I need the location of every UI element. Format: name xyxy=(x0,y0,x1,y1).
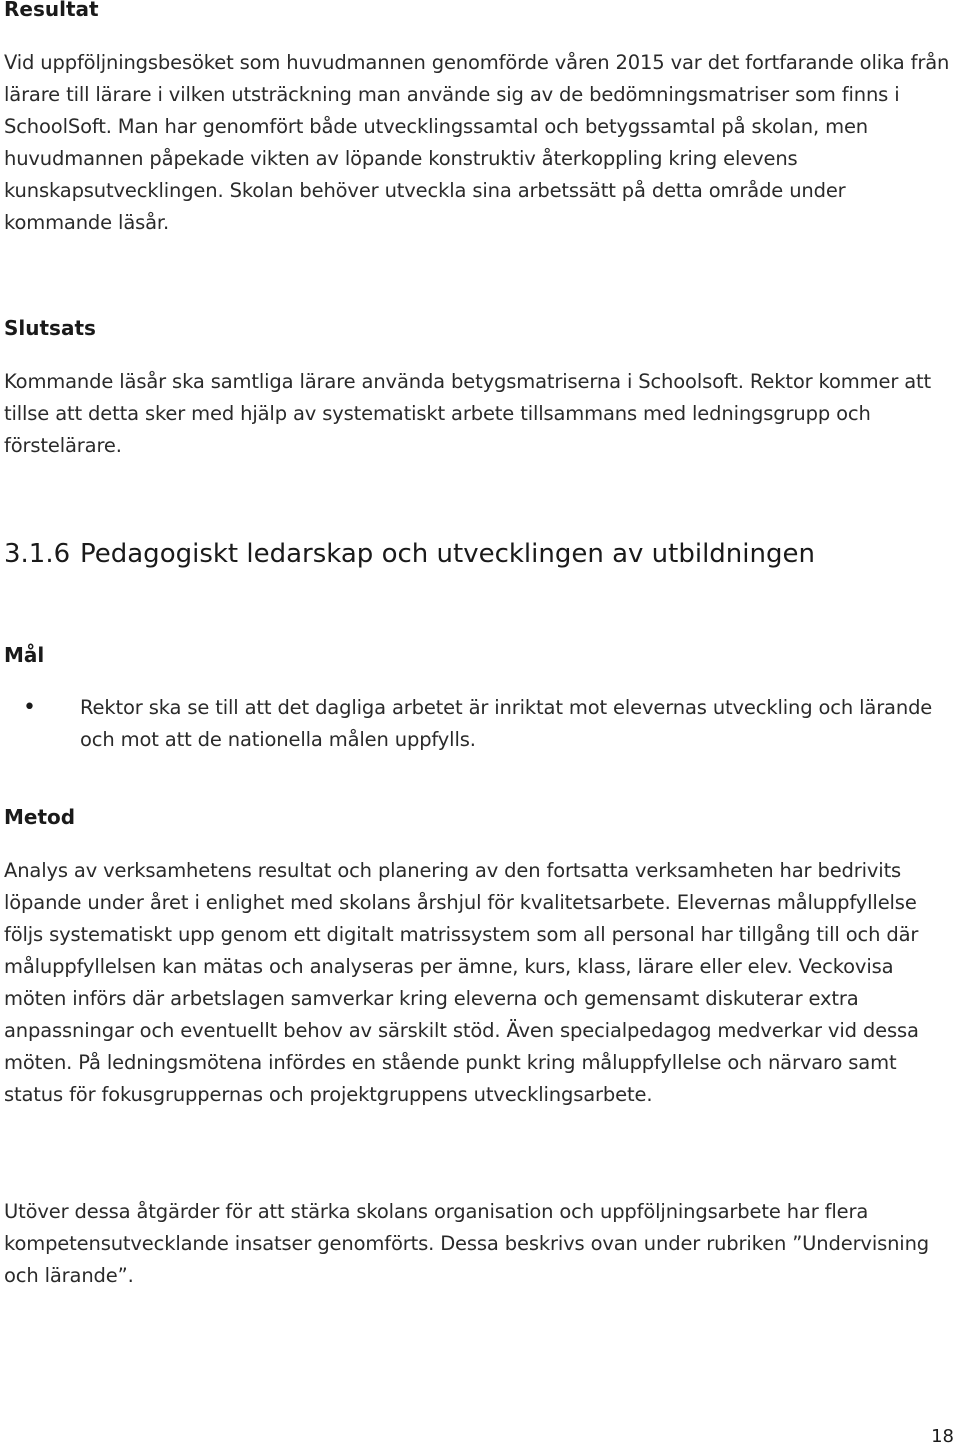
paragraph-metod-1: Analys av verksamhetens resultat och planering av den fortsatta verksamheten har bedrivits löpande under året i enlighet med skolans årshjul för kvalitetsarbete. Elevernas måluppfyllelse följs systematiskt upp genom ett digitalt matrissystem som all personal har tillgång till och där måluppfyllelsen kan mätas och analyseras per ämne, kurs, klass, lärare eller elev. Veckovisa möten införs där arbetslagen samverkar kring eleverna och gemensamt diskuterar extra anpassningar och eventuellt behov av särskilt stöd. Även specialpedagog medverkar vid dessa möten. På ledningsmötena infördes en stående punkt kring måluppfyllelse och närvaro samt status för fokusgruppernas och projektgruppens utvecklingsarbete. xyxy=(4,859,919,1106)
heading-mal: Mål xyxy=(4,643,45,667)
heading-slutsats: Slutsats xyxy=(4,316,96,340)
section-number: 3.1.6 xyxy=(4,539,71,569)
heading-resultat: Resultat xyxy=(4,0,99,21)
list-item-text: Rektor ska se till att det dagliga arbetet är inriktat mot elevernas utveckling och lärande och mot att de nationella målen uppfylls. xyxy=(80,696,933,751)
paragraph-resultat: Vid uppföljningsbesöket som huvudmannen genomförde våren 2015 var det fortfarande olika från lärare till lärare i vilken utsträckning man använde sig av de bedömningsmatriser som finns i SchoolSoft. Man har genomfört både utvecklingssamtal och betygssamtal på skolan, men huvudmannen påpekade vikten av löpande konstruktiv återkoppling kring elevens kunskapsutvecklingen. Skolan behöver utveckla sina arbetssätt på detta område under kommande läsår. xyxy=(4,51,950,234)
page-number: 18 xyxy=(931,1426,954,1447)
section-title: Pedagogiskt ledarskap och utvecklingen av utbildningen xyxy=(80,539,815,569)
paragraph-metod-2: Utöver dessa åtgärder för att stärka skolans organisation och uppföljningsarbete har flera kompetensutvecklande insatser genomförts. Dessa beskrivs ovan under rubriken ”Undervisning och lärande”. xyxy=(4,1200,930,1287)
bullet-icon: • xyxy=(23,695,36,720)
list-item xyxy=(4,692,954,756)
heading-metod: Metod xyxy=(4,805,76,829)
section-heading-3-1-6 xyxy=(4,537,815,571)
paragraph-slutsats: Kommande läsår ska samtliga lärare använda betygsmatriserna i Schoolsoft. Rektor kommer att tillse att detta sker med hjälp av systematiskt arbete tillsammans med ledningsgrupp och förstelärare. xyxy=(4,370,932,457)
goal-list xyxy=(4,692,954,756)
